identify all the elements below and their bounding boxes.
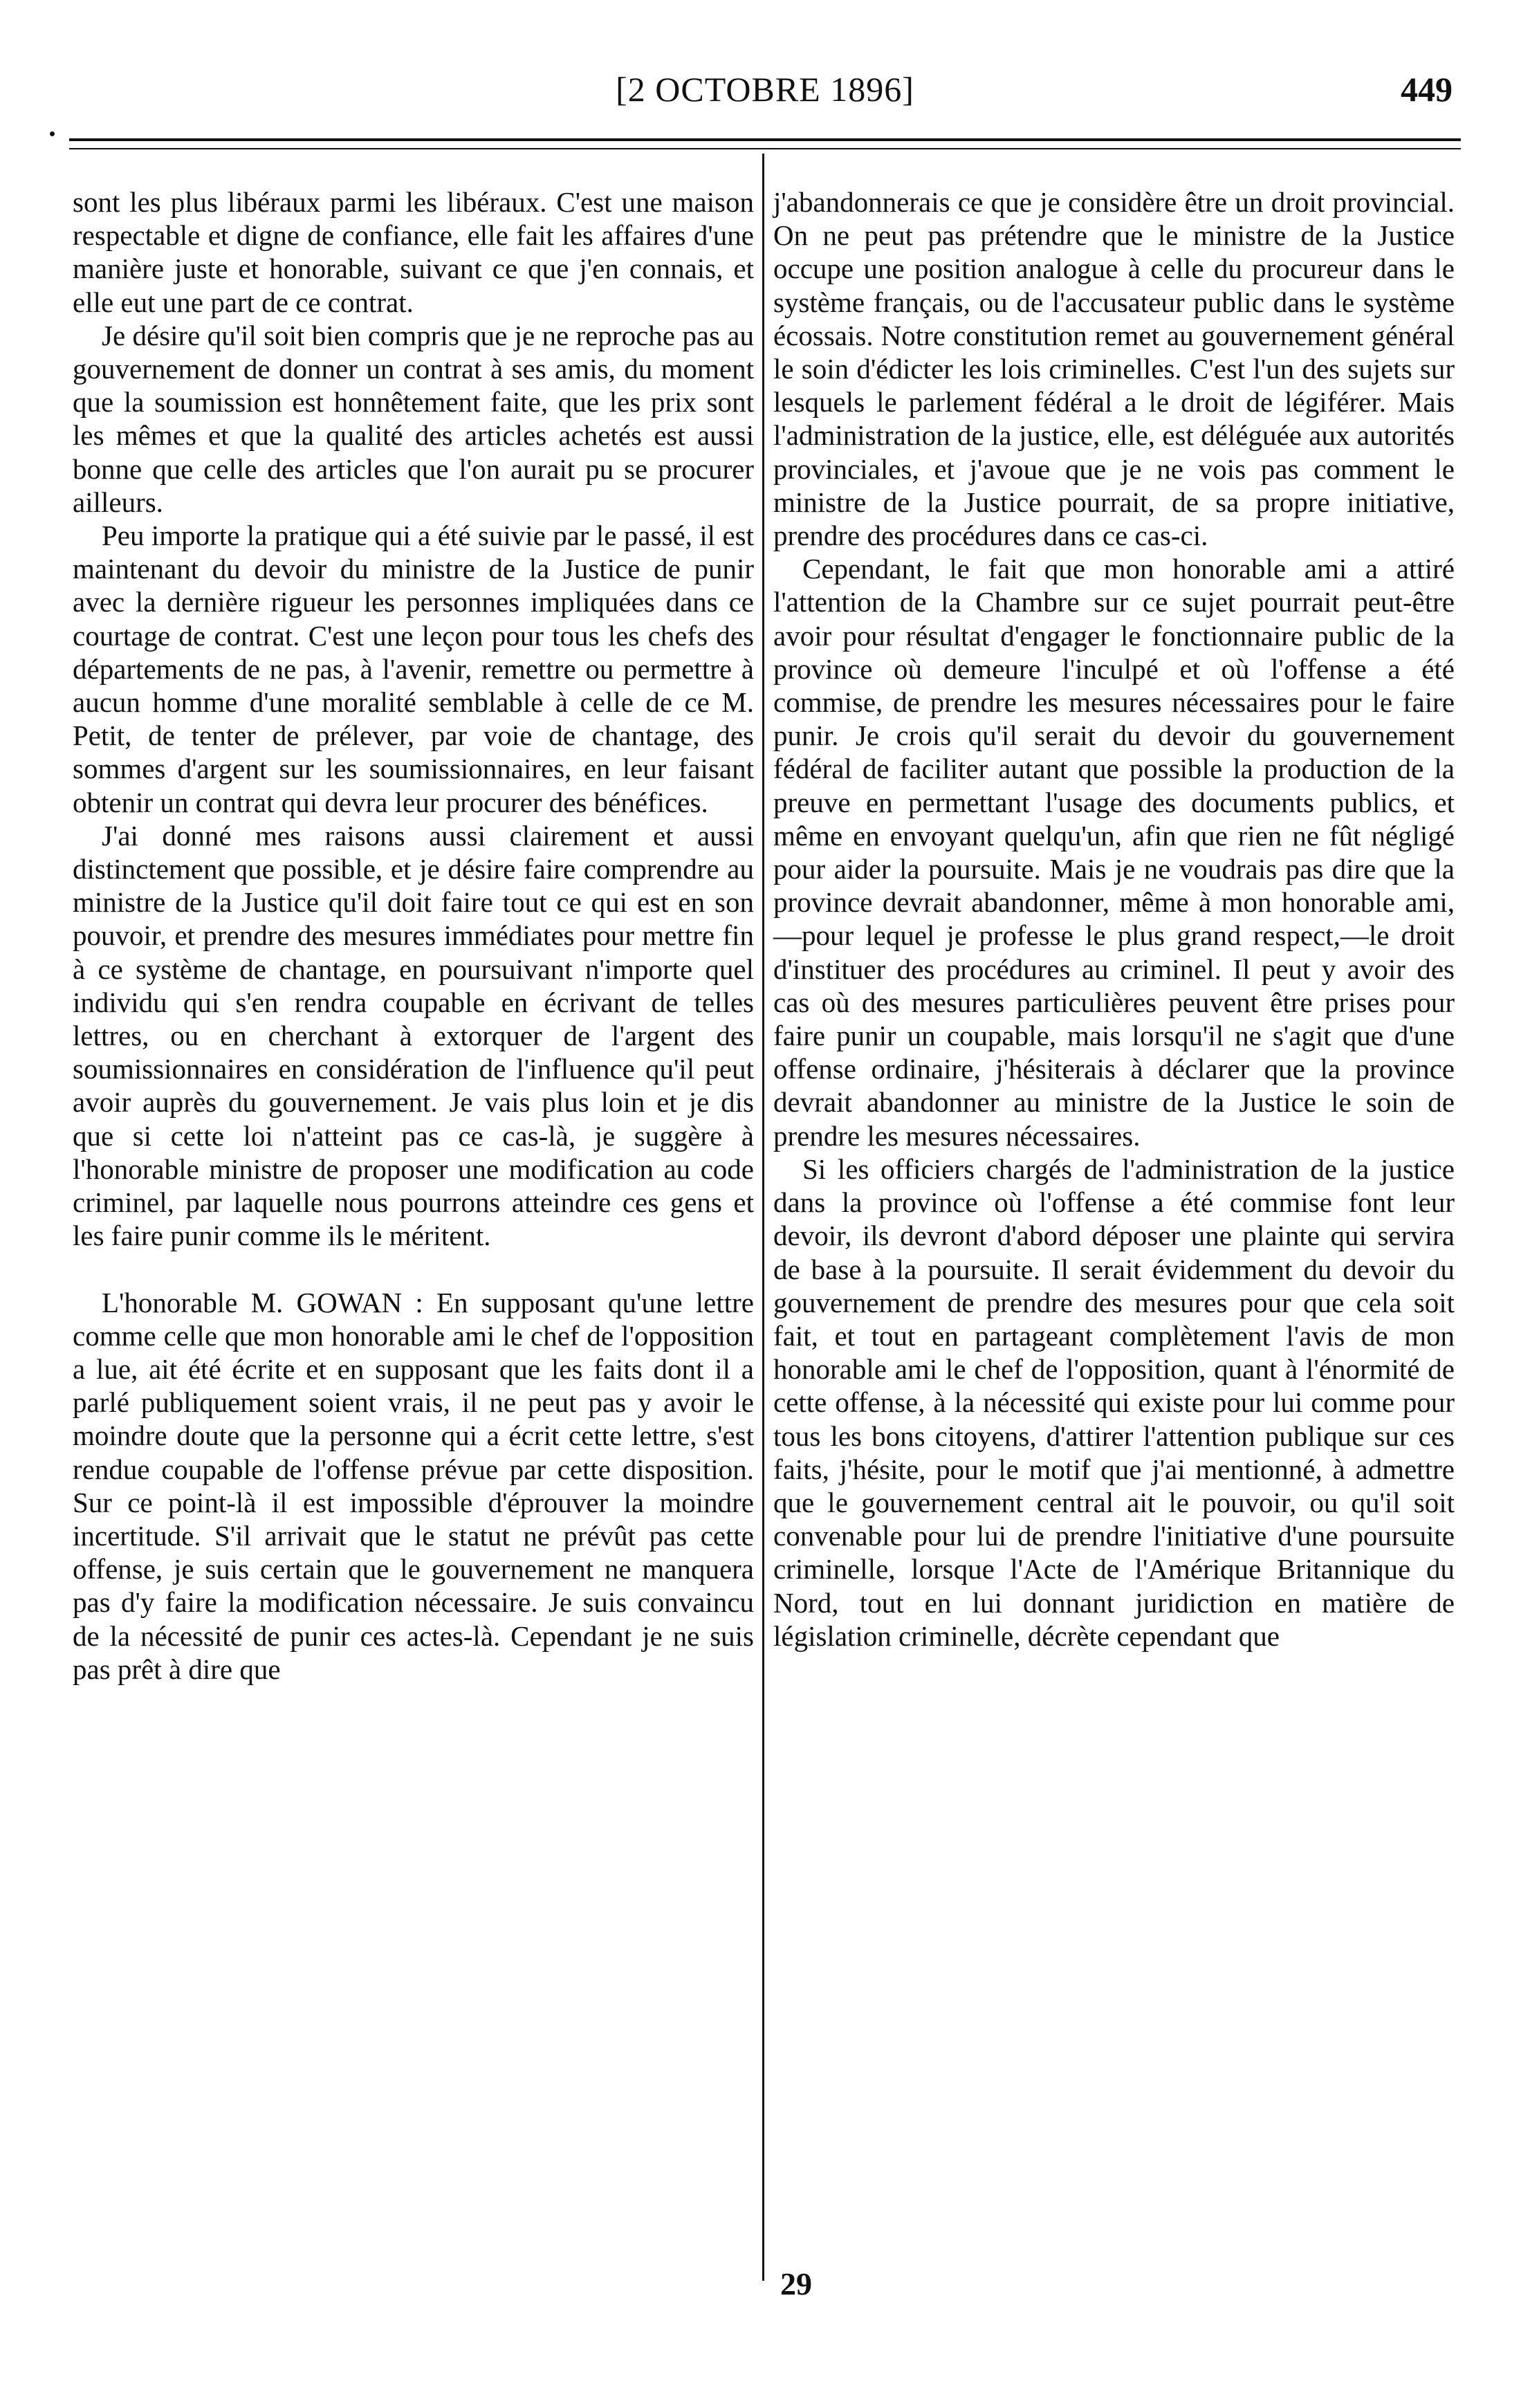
left-column [73, 185, 754, 1686]
header-rule-thick [69, 138, 1461, 141]
speaker-paragraph: L'honorable M. GOWAN : En supposant qu'une lettre comme celle que mon honorable ami le chef de l'opposition a lue, ait été écrite et en supposant que les faits dont il a parlé publiquement soient vrais, il ne peut pas y avoir le moindre doute que la personne qui a écrit cette lettre, s'est rendue coupable de l'offense prévue par cette disposition. Sur ce point-là il est impossible d'éprouver la moindre incertitude. S'il arrivait que le statut ne prévût pas cette offense, je suis certain que le gouvernement ne manquera pas d'y faire la modification nécessaire. Je suis convaincu de la nécessité de punir ces actes-là. Cependant je ne suis pas prêt à dire que [73, 1286, 754, 1685]
page-number: 449 [1401, 70, 1453, 109]
right-column [773, 185, 1455, 1653]
paragraph: J'ai donné mes raisons aussi clairement et aussi distinctement que possible, et je désire faire comprendre au ministre de la Justice qu'il doit faire tout ce qui est en son pouvoir, et prendre des mesures immédiates pour mettre fin à ce système de chantage, en poursuivant n'importe quel individu qui s'en rendra coupable en écrivant de telles lettres, ou en cherchant à extorquer de l'argent des soumissionnaires en considération de l'influence qu'il peut avoir auprès du gouvernement. Je vais plus loin et je dis que si cette loi n'atteint pas ce cas-là, je suggère à l'honorable ministre de proposer une modification au code criminel, par laquelle nous pourrons atteindre ces gens et les faire punir comme ils le méritent. [73, 819, 754, 1252]
paragraph: Peu importe la pratique qui a été suivie par le passé, il est maintenant du devoir du ministre de la Justice de punir avec la dernière rigueur les personnes impliquées dans ce courtage de contrat. C'est une leçon pour tous les chefs des départements de ne pas, à l'avenir, remettre ou permettre à aucun homme d'une moralité semblable à celle de ce M. Petit, de tenter de prélever, par voie de chantage, des sommes d'argent sur les soumissionnaires, en leur faisant obtenir un contrat qui devra leur procurer des bénéfices. [73, 520, 754, 818]
column-divider [762, 154, 764, 2281]
running-header [0, 69, 1530, 118]
header-date: [2 OCTOBRE 1896] [616, 70, 914, 109]
margin-dot [50, 131, 55, 136]
paragraph: sont les plus libéraux parmi les libéraux. C'est une maison respectable et digne de confiance, elle fait les affaires d'une manière juste et honorable, suivant ce que j'en connais, et elle eut une part de ce contrat. [73, 186, 754, 318]
paragraph: Cependant, le fait que mon honorable ami a attiré l'attention de la Chambre sur ce sujet pourrait peut-être avoir pour résultat d'engager le fonctionnaire public de la province où demeure l'inculpé et où l'offense a été commise, de prendre les mesures nécessaires pour le faire punir. Je crois qu'il serait du devoir du gouvernement fédéral de faciliter autant que possible la production de la preuve en permettant l'usage des documents publics, et même en envoyant quelqu'un, afin que rien ne fût négligé pour aider la poursuite. Mais je ne voudrais pas dire que la province devrait abandonner, même à mon honorable ami,—pour lequel je professe le plus grand respect,—le droit d'instituer des procédures au criminel. Il peut y avoir des cas où des mesures particulières peuvent être prises pour faire punir un coupable, mais lorsqu'il ne s'agit que d'une offense ordinaire, j'hésiterais à déclarer que la province devrait abandonner au ministre de la Justice le soin de prendre les mesures nécessaires. [773, 553, 1455, 1152]
paragraph: Si les officiers chargés de l'administration de la justice dans la province où l'offense a été commise font leur devoir, ils devront d'abord déposer une plainte qui servira de base à la poursuite. Il serait évidemment du devoir du gouvernement de prendre des mesures pour que cela soit fait, et tout en partageant complètement l'avis de mon honorable ami le chef de l'opposition, quant à l'énormité de cette offense, à la nécessité qui existe pour lui comme pour tous les bons citoyens, d'attirer l'attention publique sur ces faits, j'hésite, pour le motif que j'ai mentionné, à admettre que le gouvernement central ait le pouvoir, ou qu'il soit convenable pour lui de prendre l'initiative d'une poursuite criminelle, lorsque l'Acte de l'Amérique Britannique du Nord, tout en lui donnant juridiction en matière de législation criminelle, décrète cependant que [773, 1152, 1455, 1652]
header-rule-thin [69, 148, 1461, 149]
paragraph: j'abandonnerais ce que je considère être un droit provincial. On ne peut pas prétendre que le ministre de la Justice occupe une position analogue à celle du procureur dans le système français, ou de l'accusateur public dans le système écossais. Notre constitution remet au gouvernement général le soin d'édicter les lois criminelles. C'est l'un des sujets sur lesquels le parlement fédéral a le droit de légiférer. Mais l'administration de la justice, elle, est déléguée aux autorités provinciales, et j'avoue que je ne vois pas comment le ministre de la Justice pourrait, de sa propre initiative, prendre des procédures dans ce cas-ci. [773, 186, 1455, 552]
signature-number: 29 [780, 2266, 812, 2301]
paragraph: Je désire qu'il soit bien compris que je ne reproche pas au gouvernement de donner un contrat à ses amis, du moment que la soumission est honnêtement faite, que les prix sont les mêmes et que la qualité des articles achetés est aussi bonne que celle des articles que l'on aurait pu se procurer ailleurs. [73, 319, 754, 518]
